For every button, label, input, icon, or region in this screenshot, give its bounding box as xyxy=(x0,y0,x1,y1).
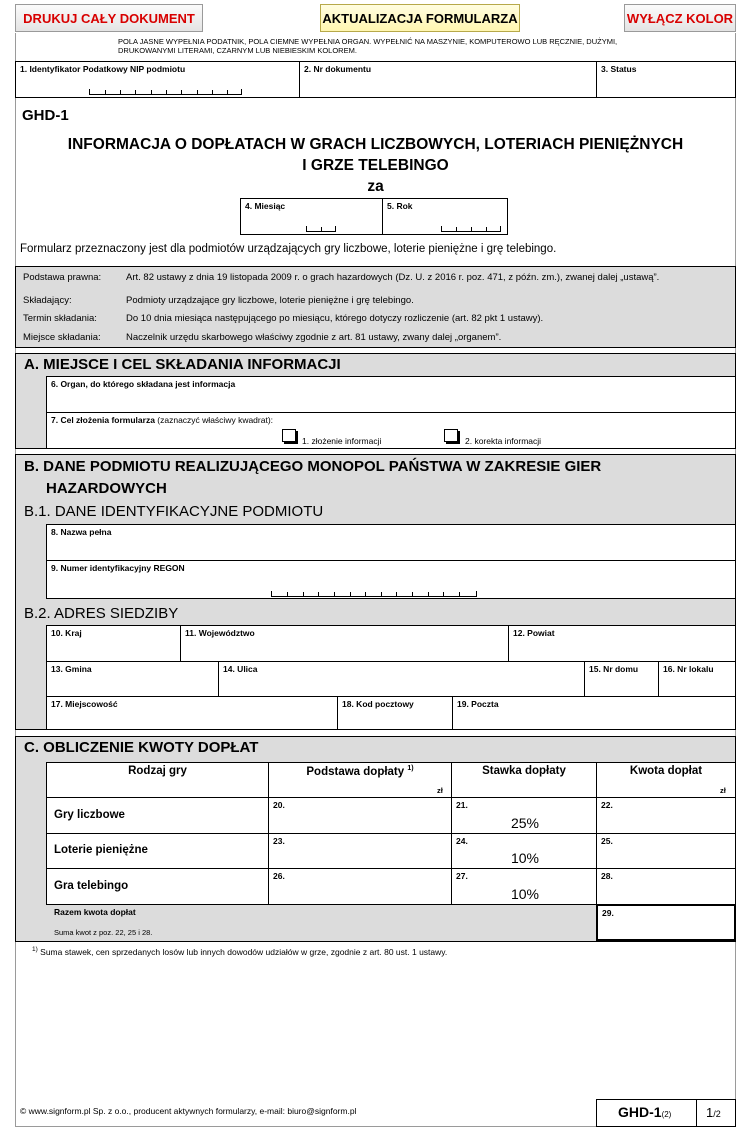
page-number xyxy=(706,1105,721,1120)
section-b2-title: B.2. ADRES SIEDZIBY xyxy=(24,605,179,622)
footnote-ref: 1) xyxy=(32,946,38,953)
fill-instructions-line2: DRUKOWANYMI LITERAMI, CZARNYM LUB NIEBIESKIM KOLOREM. xyxy=(118,46,357,55)
filer-key: Składający: xyxy=(23,295,72,306)
street-field[interactable] xyxy=(218,661,585,697)
commune-label: 13. Gmina xyxy=(51,664,92,674)
post-office-label: 19. Poczta xyxy=(457,699,499,709)
form-title-line1: INFORMACJA O DOPŁATACH W GRACH LICZBOWYCH, LOTERIACH PIENIĘŻNYCH xyxy=(67,136,684,153)
rate-telebingo-field xyxy=(451,868,597,905)
field-number: 21. xyxy=(456,800,468,810)
field-number: 28. xyxy=(601,871,613,881)
total-label: Razem kwota dopłat xyxy=(54,907,136,917)
footnote-text: Suma stawek, cen sprzedanych losów lub innych dowodów udziałów w grze, zgodnie z art. 80 ust. 1 ustawy. xyxy=(40,946,448,957)
year-label: 5. Rok xyxy=(387,201,413,211)
doc-number-field xyxy=(299,61,597,98)
footer-divider xyxy=(696,1099,697,1127)
city-label: 17. Miejscowość xyxy=(51,699,118,709)
status-field xyxy=(596,61,736,98)
doc-number-label: 2. Nr dokumentu xyxy=(304,64,372,74)
full-name-field[interactable] xyxy=(46,524,736,561)
organ-label: 6. Organ, do którego składana jest informacja xyxy=(51,379,236,389)
nip-label: 1. Identyfikator Podatkowy NIP podmiotu xyxy=(20,64,186,74)
section-b-title-line1: B. DANE PODMIOTU REALIZUJĄCEGO MONOPOL PAŃSTWA W ZAKRESIE GIER xyxy=(24,458,602,475)
submit-info-checkbox[interactable] xyxy=(282,429,296,442)
commune-field[interactable] xyxy=(46,661,219,697)
purpose-label xyxy=(51,415,273,425)
footer-code: GHD-1 xyxy=(618,1104,662,1120)
rate-value-lotteries: 10% xyxy=(510,850,540,866)
section-a-title: A. MIEJSCE I CEL SKŁADANIA INFORMACJI xyxy=(24,356,341,373)
field-number: 20. xyxy=(273,800,285,810)
place-key: Miejsce składania: xyxy=(23,332,101,343)
base-header-text: Podstawa dopłaty xyxy=(306,765,405,778)
voivodeship-field[interactable] xyxy=(180,625,509,662)
amount-header-label: Kwota dopłat xyxy=(629,765,703,777)
row-label-lotteries: Loterie pieniężne xyxy=(54,844,148,856)
amount-lotteries-field[interactable] xyxy=(596,833,736,869)
street-label: 14. Ulica xyxy=(223,664,258,674)
purpose-field xyxy=(46,412,736,449)
copyright: © www.signform.pl Sp. z o.o., producent aktywnych formularzy, e-mail: biuro@signform.pl xyxy=(20,1106,357,1116)
form-code: GHD-1 xyxy=(22,107,69,124)
base-header-label xyxy=(268,765,452,778)
status-label: 3. Status xyxy=(601,64,637,74)
form-title-za: za xyxy=(367,178,384,195)
legal-basis-value: Art. 82 ustawy z dnia 19 listopada 2009 r. o grach hazardowych (Dz. U. z 2016 r. poz. 471, z późn. zm.), zwanej dalej „ustawą”. xyxy=(126,272,660,283)
form-title-line2: I GRZE TELEBINGO xyxy=(302,157,449,174)
field-number: 22. xyxy=(601,800,613,810)
country-field[interactable] xyxy=(46,625,181,662)
section-b1-title: B.1. DANE IDENTYFIKACYJNE PODMIOTU xyxy=(24,503,324,520)
row-label-numbers: Gry liczbowe xyxy=(54,809,125,821)
year-field[interactable] xyxy=(382,198,508,235)
field-number: 23. xyxy=(273,836,285,846)
post-office-field[interactable] xyxy=(452,696,736,730)
print-document-button[interactable]: DRUKUJ CAŁY DOKUMENT xyxy=(15,4,203,32)
nip-field[interactable] xyxy=(15,61,300,98)
month-label: 4. Miesiąc xyxy=(245,201,286,211)
rate-header-label: Stawka dopłaty xyxy=(482,765,566,777)
postal-code-field[interactable] xyxy=(337,696,453,730)
correction-checkbox[interactable] xyxy=(444,429,458,442)
field-number: 26. xyxy=(273,871,285,881)
section-b-title-line2: HAZARDOWYCH xyxy=(46,480,167,497)
postal-code-label: 18. Kod pocztowy xyxy=(342,699,414,709)
purpose-label-text: 7. Cel złożenia formularza xyxy=(51,415,155,425)
organ-field[interactable] xyxy=(46,376,736,413)
fill-instructions-line1: POLA JASNE WYPEŁNIA PODATNIK, POLA CIEMNE WYPEŁNIA ORGAN. WYPEŁNIĆ NA MASZYNIE, KOMPUTEROWO LUB RĘCZNIE, DUŻYMI, xyxy=(118,37,618,46)
row-label-telebingo: Gra telebingo xyxy=(54,880,129,892)
base-telebingo-field[interactable] xyxy=(268,868,452,905)
regon-comb xyxy=(271,591,477,597)
footer-version: (2) xyxy=(661,1110,672,1119)
rate-value-numbers: 25% xyxy=(510,815,540,831)
regon-field[interactable] xyxy=(46,560,736,599)
amount-unit: zł xyxy=(720,786,726,795)
county-field[interactable] xyxy=(508,625,736,662)
base-numbers-field[interactable] xyxy=(268,797,452,834)
house-no-field[interactable] xyxy=(584,661,659,697)
deadline-key: Termin składania: xyxy=(23,313,97,324)
rate-lotteries-field xyxy=(451,833,597,869)
total-hint: Suma kwot z poz. 22, 25 i 28. xyxy=(54,928,153,937)
deadline-value: Do 10 dnia miesiąca następującego po miesiącu, którego dotyczy rozliczenie (art. 82 pkt 1 ustawy). xyxy=(126,313,544,324)
rate-numbers-field xyxy=(451,797,597,834)
amount-numbers-field[interactable] xyxy=(596,797,736,834)
house-no-label: 15. Nr domu xyxy=(589,664,639,674)
form-intro: Formularz przeznaczony jest dla podmiotów urządzających gry liczbowe, loterie pieniężne i grę telebingo. xyxy=(20,243,557,255)
field-number: 24. xyxy=(456,836,468,846)
color-off-button[interactable]: WYŁĄCZ KOLOR xyxy=(624,4,736,32)
update-form-button[interactable]: AKTUALIZACJA FORMULARZA xyxy=(320,4,520,32)
base-header-footnote-ref: 1) xyxy=(407,765,414,772)
voivodeship-label: 11. Województwo xyxy=(185,628,255,638)
flat-no-label: 16. Nr lokalu xyxy=(663,664,714,674)
place-value: Naczelnik urzędu skarbowego właściwy zgodnie z art. 81 ustawy, zwany dalej „organem”. xyxy=(126,332,502,343)
rate-value-telebingo: 10% xyxy=(510,886,540,902)
county-label: 12. Powiat xyxy=(513,628,555,638)
country-label: 10. Kraj xyxy=(51,628,82,638)
fill-instructions xyxy=(118,37,678,55)
total-amount-field[interactable] xyxy=(596,904,736,941)
month-field[interactable] xyxy=(240,198,383,235)
game-type-header-label: Rodzaj gry xyxy=(128,765,187,777)
legal-basis-key: Podstawa prawna: xyxy=(23,272,102,283)
regon-label: 9. Numer identyfikacyjny REGON xyxy=(51,563,185,573)
nip-comb xyxy=(89,89,242,95)
purpose-hint: (zaznaczyć właściwy kwadrat): xyxy=(157,415,274,425)
correction-label: 2. korekta informacji xyxy=(465,436,542,446)
base-lotteries-field[interactable] xyxy=(268,833,452,869)
month-comb xyxy=(306,226,336,232)
footer-form-code xyxy=(618,1104,671,1120)
section-c-title: C. OBLICZENIE KWOTY DOPŁAT xyxy=(24,739,259,756)
base-unit: zł xyxy=(437,786,443,795)
page-current: 1 xyxy=(706,1105,714,1120)
city-field[interactable] xyxy=(46,696,338,730)
field-number: 25. xyxy=(601,836,613,846)
field-number: 29. xyxy=(602,908,614,918)
field-number: 27. xyxy=(456,871,468,881)
year-comb xyxy=(441,226,501,232)
filer-value: Podmioty urządzające gry liczbowe, loterie pieniężne i grę telebingo. xyxy=(126,295,414,306)
submit-info-label: 1. złożenie informacji xyxy=(302,436,382,446)
full-name-label: 8. Nazwa pełna xyxy=(51,527,112,537)
amount-telebingo-field[interactable] xyxy=(596,868,736,905)
page-total: /2 xyxy=(713,1109,721,1119)
flat-no-field[interactable] xyxy=(658,661,736,697)
footnote xyxy=(32,946,447,957)
